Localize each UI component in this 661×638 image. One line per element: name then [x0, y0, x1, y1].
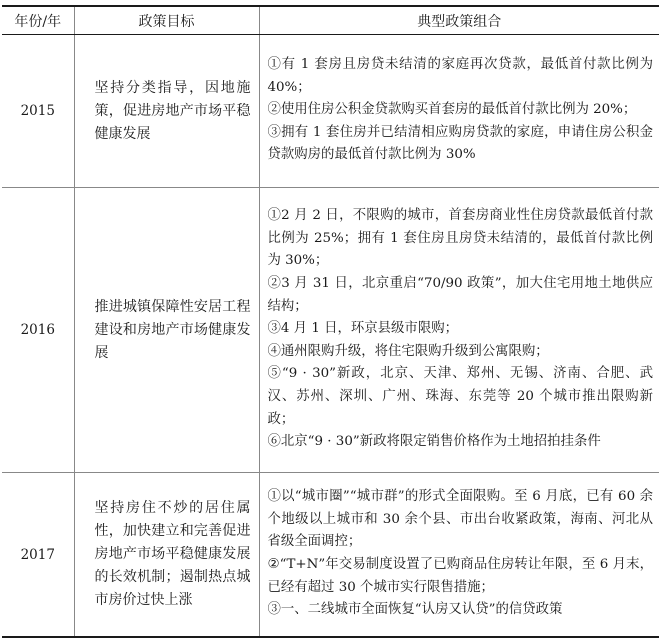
goal-cell: 推进城镇保障性安居工程建设和房地产市场健康发展	[74, 188, 259, 473]
policy-item: ②使用住房公积金贷款购买首套房的最低首付款比例为 20%；	[267, 102, 637, 118]
policies-cell	[259, 35, 659, 188]
goal-cell: 坚持房住不炒的居住属性，加快建立和完善促进房地产市场平稳健康发展的长效机制；遏制热点城市房价过快上涨	[74, 473, 259, 638]
table-row-2017	[2, 473, 659, 638]
policy-item: ④通州限购升级，将住宅限购升级到公寓限购；	[267, 343, 549, 359]
header-year: 年份/年	[2, 6, 74, 35]
goal-cell: 坚持分类指导，因地施策，促进房地产市场平稳健康发展	[74, 35, 259, 188]
policy-table	[2, 5, 659, 638]
policies-cell	[259, 188, 659, 473]
policy-item: ②3 月 31 日，北京重启“70/90 政策”，加大住宅用地土地供应结构；	[267, 276, 653, 314]
policies-cell	[259, 473, 659, 638]
policy-item: ①以“城市圈”“城市群”的形式全面限购。至 6 月底，已有 60 余个地级以上城市和 30 余个县、市出台收紧政策，海南、河北从省级全面调控；	[267, 489, 653, 550]
policy-item: ③拥有 1 套住房并已结清相应购房贷款的家庭，申请住房公积金贷款购房的最低首付款比例为 30%	[267, 124, 653, 163]
policy-item: ②“T+N”年交易制度设置了已购商品住房转让年限，至 6 月末，已经有超过 30 个城市实行限售措施；	[267, 557, 653, 595]
table-row-2015	[2, 35, 659, 188]
policy-item: ①2 月 2 日，不限购的城市，首套房商业性住房贷款最低首付款比例为 25%；拥有 1 套住房且房贷未结清的，最低首付款比例为 30%；	[267, 208, 653, 269]
header-goal: 政策目标	[74, 6, 259, 35]
table-body	[2, 35, 659, 638]
policy-item: ③一、二线城市全面恢复“认房又认贷”的信贷政策	[267, 602, 563, 618]
policy-item: ③4 月 1 日，环京县级市限购；	[267, 321, 458, 337]
policy-item: ⑥北京“9 · 30”新政将限定销售价格作为土地招拍挂条件	[267, 434, 601, 450]
year-cell: 2017	[2, 473, 74, 638]
header-policies: 典型政策组合	[259, 6, 659, 35]
policy-item: ⑤“9 · 30”新政，北京、天津、郑州、无锡、济南、合肥、武汉、苏州、深圳、广州、珠海、东莞等 20 个城市推出限购新政；	[267, 366, 653, 427]
policy-item: ①有 1 套房且房贷未结清的家庭再次贷款，最低首付款比例为 40%；	[267, 57, 653, 95]
table-header	[2, 6, 659, 35]
header-row	[2, 6, 659, 35]
year-cell: 2015	[2, 35, 74, 188]
table-row-2016	[2, 188, 659, 473]
year-cell: 2016	[2, 188, 74, 473]
